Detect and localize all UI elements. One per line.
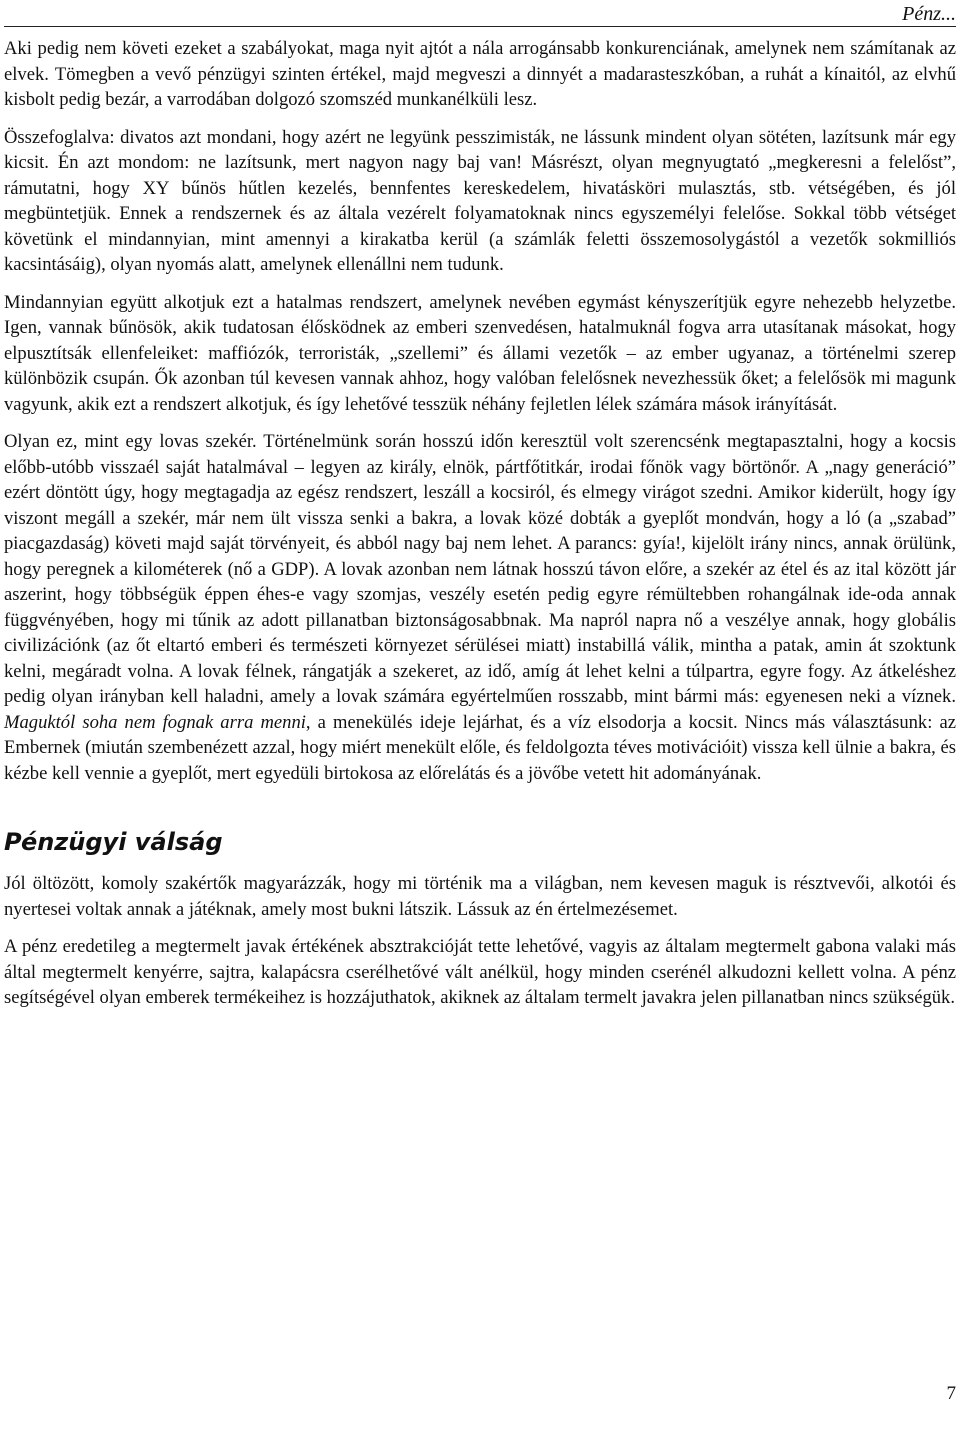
paragraph [4,429,956,786]
page-header [4,2,956,27]
section-heading: Pénzügyi válság [4,828,223,856]
paragraph: Összefoglalva: divatos azt mondani, hogy azért ne legyünk pesszimisták, ne lássunk mindent olyan sötéten, lazítsunk már egy kicsit. Én azt mondom: ne lazítsunk, mert nagyon nagy baj van! Másrészt, olyan megnyugtató „megkeresni a felelőst”, rámutatni, hogy XY bűnös hűtlen kezelés, bennfentes kereskedelem, hivatásköri mulasztás, stb. vétségében, és jól megbüntetjük. Ennek a rendszernek és az általa vezérelt folyamatoknak nincs egyszemélyi felelőse. Sokkal több vétséget követünk el mindannyian, mint amennyi a kirakatba kerül (a számlák feletti összemosolygástól a vezetők sokmilliós kacsintásáig), olyan nyomás alatt, amelynek ellenállni nem tudunk. [4,126,956,275]
paragraph-text: , a menekülés ideje lejárhat, és a víz elsodorja a kocsit. Nincs más választásunk: az Embernek (miután szembenézett azzal, hogy miért menekült előle, és feldolgozta téves motivációit) vissza kell ülnie a bakra, és kézbe kell vennie a gyeplőt, mert egyedüli birtokosa az előrelátás és a jövőbe vetett hit adományának. [4,711,956,784]
paragraph: Aki pedig nem követi ezeket a szabályokat, maga nyit ajtót a nála arrogánsabb konkurenciának, amelynek nem számítanak az elvek. Tömegben a vevő pénzügyi szinten értékel, majd megveszi a dinnyét a madarasteszkóban, a ruhát a kínaitól, az elvhű kisbolt pedig bezár, a varrodában dolgozó szomszéd munkanélküli lesz. [4,38,956,110]
paragraph: Jól öltözött, komoly szakértők magyarázzák, hogy mi történik ma a világban, nem kevesen maguk is résztvevői, alkotói és nyertesei voltak annak a játéknak, amely most bukni látszik. Lássuk az én értelmezésemet. [4,873,956,920]
page-number: 7 [946,1383,956,1404]
paragraph-text: Olyan ez, mint egy lovas szekér. Történelmünk során hosszú időn keresztül volt szerencsénk megtapasztalni, hogy a kocsis előbb-utóbb visszaél saját hatalmával – legyen az király, elnök, pártfőtitkár, irodai főnök vagy börtönőr. A „nagy generáció” ezért döntött úgy, hogy megtagadja az egész rendszert, leszáll a kocsiról, és elmegy virágot szedni. Amikor kiderült, hogy így viszont megáll a szekér, már nem ült vissza senki a bakra, a lovak közé dobták a gyeplőt mondván, hogy a ló (a „szabad” piacgazdaság) követi majd saját törvényeit, és abból nagy baj nem lehet. A parancs: gyía!, kijelölt irány nincs, annak örülünk, hogy peregnek a kilométerek (nő a GDP). A lovak azonban nem látnak hosszú távon előre, a szekér az étel és az ital között jár aszerint, hogy többségük éppen éhes-e vagy szomjas, veszély esetén pedig egyre rémültebben rohangálnak ide-oda annak függvényében, hogy mi tűnik az adott pillanatban biztonságosabbnak. Ma napról napra nő a veszélye annak, hogy globális civilizációnk (az őt eltartó emberi és természeti környezet sérülései miatt) instabillá válik, mintha a patak, amin át szoktunk kelni, megáradt volna. A lovak félnek, rángatják a szekeret, az idő, amíg át lehet kelni a túlpartra, egyre fogy. Az átkeléshez pedig olyan irányban kell haladni, amely a lovak számára egyértelműen rosszabb, mint bármi más: egyenesen neki a víznek. [4,431,956,707]
running-header-title: Pénz... [902,3,956,25]
page-body [4,36,956,1023]
emphasized-text: Maguktól soha nem fognak arra menni [4,711,306,733]
paragraph: A pénz eredetileg a megtermelt javak értékének absztrakcióját tette lehetővé, vagyis az általam megtermelt gabona valaki más által megtermelt kenyérre, sajtra, kalapácsra cserélhetővé vált anélkül, hogy minden cserénél alkudozni kellett volna. A pénz segítségével olyan emberek termékeihez is hozzájuthatok, akiknek az általam termelt javakra jelen pillanatban nincs szükségük. [4,936,956,1008]
paragraph: Mindannyian együtt alkotjuk ezt a hatalmas rendszert, amelynek nevében egymást kényszerítjük egyre nehezebb helyzetbe. Igen, vannak bűnösök, akik tudatosan élősködnek az emberi szenvedésen, hatalmuknál fogva arra utasítanak másokat, hogy elpusztítsák ellenfeleiket: maffiózók, terroristák, „szellemi” és állami vezetők – az ember ugyanaz, a történelmi szerep különbözik csupán. Ők azonban túl kevesen vannak ahhoz, hogy valóban felelősnek nevezhessük őket; a felelősök mi magunk vagyunk, akik ezt a rendszert alkotjuk, és így lehetővé tesszük néhány fejletlen lélek számára mások irányítását. [4,291,956,415]
